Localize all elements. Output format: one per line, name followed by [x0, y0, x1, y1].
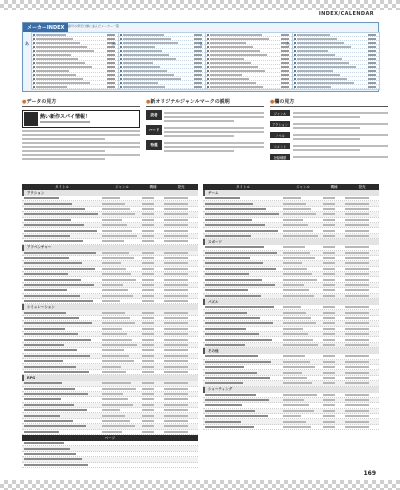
legend-tag: ジャンル [270, 110, 290, 116]
table-row [203, 425, 379, 430]
table-section-header: その他 [203, 348, 379, 354]
table-row [203, 381, 379, 386]
genre-badge: 特選 [146, 140, 162, 150]
top-checker-border [0, 0, 400, 10]
legend-tag: アクション [270, 121, 290, 127]
table-section-header: スポーツ [203, 239, 379, 245]
maker-row [119, 85, 205, 89]
table-section-header: シミュレーション [22, 304, 198, 310]
maker-index-column [25, 32, 119, 90]
table-row [22, 463, 198, 468]
table-row [203, 294, 379, 299]
genre-badge: 読者 [146, 110, 162, 120]
banner-logo-icon [24, 112, 38, 126]
genre-badge: ハード [146, 125, 162, 135]
kana-marker: さ [199, 41, 203, 46]
table-row [22, 299, 198, 304]
maker-index-column [286, 32, 380, 90]
maker-row [293, 85, 379, 89]
table-section-header: アクション [22, 190, 198, 196]
table-section-header: アドベンチャー [22, 245, 198, 251]
table-section-header: ゲーム [203, 190, 379, 196]
spy-info-banner [22, 110, 140, 128]
table-footer-bar: ページ [22, 435, 198, 441]
maker-index-column [199, 32, 293, 90]
kana-marker: あ [25, 41, 29, 46]
table-header: タイトル ジャンル 機種 発売 [203, 184, 379, 190]
legend-tag: コメント [270, 143, 290, 149]
maker-index-description: 掲載号の発売日順に並んだメーカー一覧 [65, 24, 119, 28]
table-section-header: RPG [22, 375, 198, 381]
page-header-label: INDEX/CALENDAR [318, 11, 374, 17]
kana-marker: た [286, 41, 290, 46]
legend-tag: ノベル [270, 132, 290, 138]
table-row [22, 430, 198, 435]
data-legend [22, 98, 140, 178]
table-row [22, 370, 198, 375]
maker-index-panel [22, 22, 379, 92]
page-number: 169 [363, 470, 376, 477]
release-table-left [22, 184, 198, 468]
maker-index-tab: メーカーINDEX [23, 23, 68, 32]
banner-title: 熱い新作スパイ情報！ [40, 114, 91, 120]
table-section-header: シューティング [203, 387, 379, 393]
legend-title: ●新オリジナルジャンルマークの説明 [146, 99, 230, 105]
legend-title: ●データの見方 [22, 99, 57, 105]
release-table-right [203, 184, 379, 430]
genre-mark-legend [146, 98, 264, 178]
legend-tag: 登録種類 [270, 154, 290, 160]
table-header: タイトル ジャンル 機種 発売 [22, 184, 198, 190]
table-section-header: パズル [203, 299, 379, 305]
bottom-checker-border [0, 480, 400, 490]
maker-row [32, 85, 118, 89]
maker-index-column [112, 32, 206, 90]
table-row [203, 343, 379, 348]
legend-title: ●欄の見方 [270, 99, 295, 105]
table-row [22, 239, 198, 244]
maker-row [206, 85, 292, 89]
table-row [203, 234, 379, 239]
kana-marker: か [112, 41, 116, 46]
column-legend [270, 98, 388, 178]
